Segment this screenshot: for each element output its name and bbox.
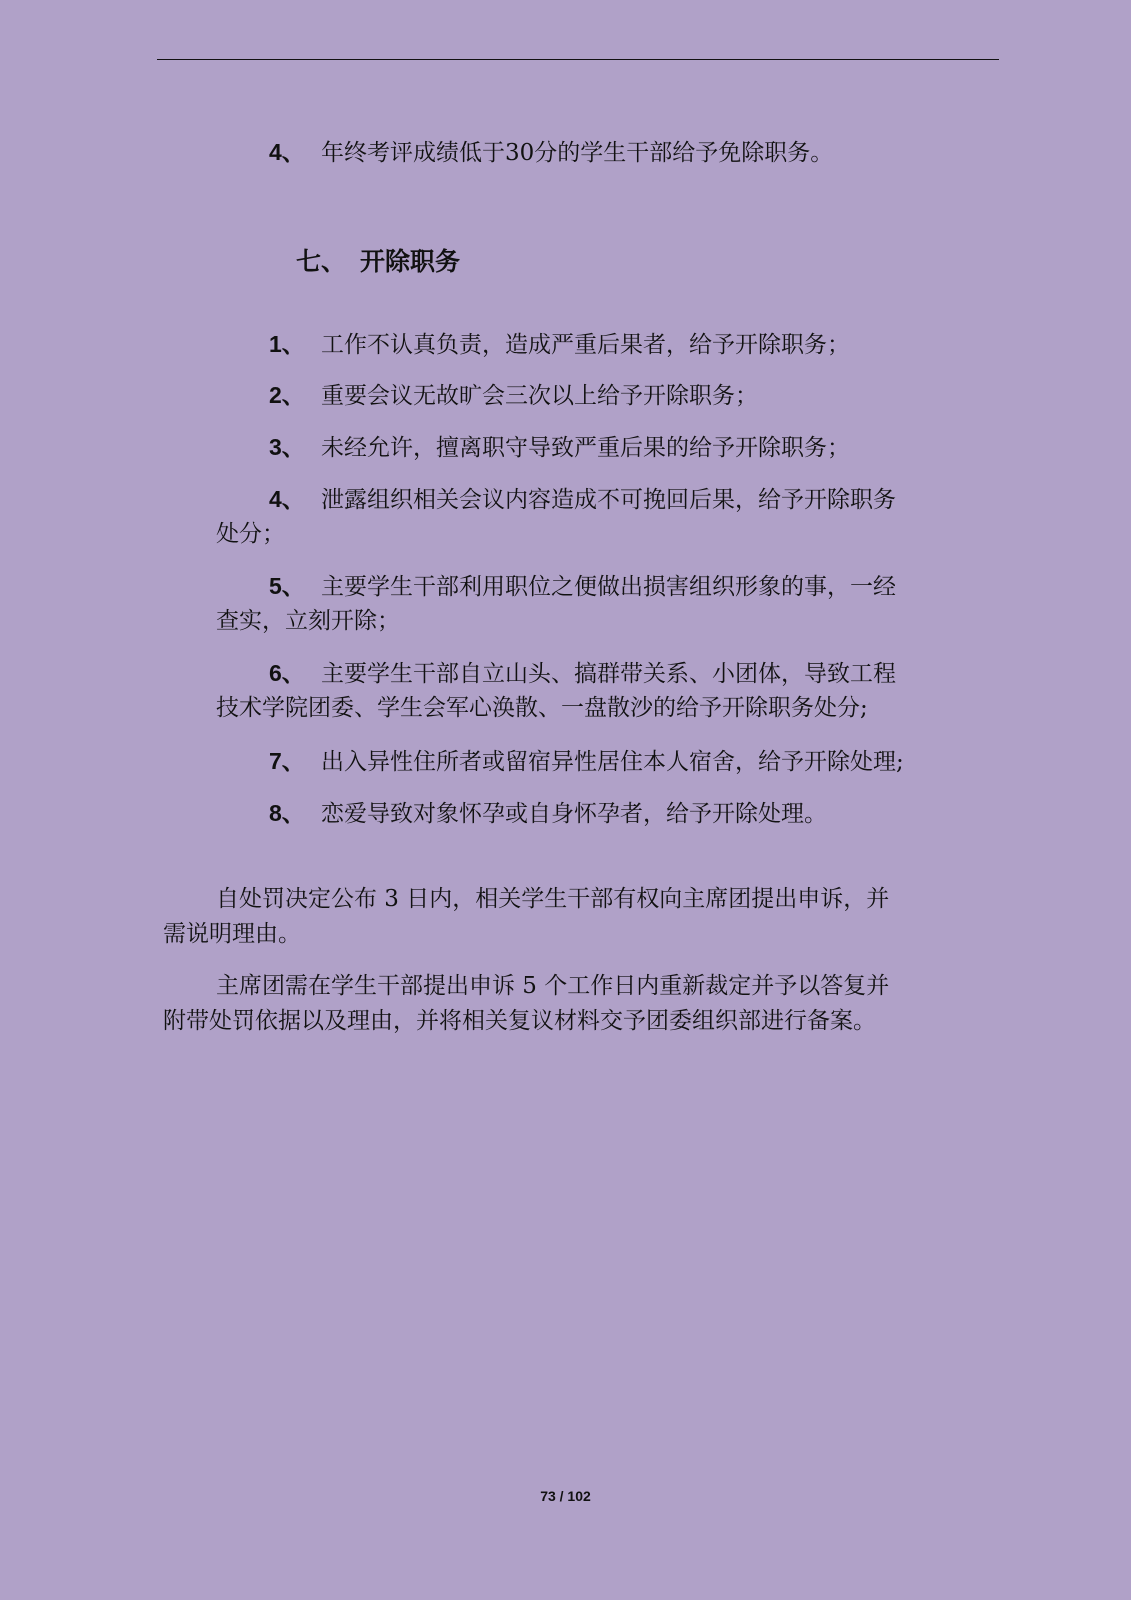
list-item bbox=[269, 796, 827, 832]
lead-item bbox=[269, 135, 833, 171]
list-item-continuation: 处分； bbox=[216, 521, 285, 547]
list-item-text: 未经允许，擅离职守导致严重后果的给予开除职务； bbox=[321, 435, 850, 461]
section-heading bbox=[296, 244, 460, 280]
list-item-number: 1、 bbox=[269, 331, 305, 357]
lead-item-text: 年终考评成绩低于30分的学生干部给予免除职务。 bbox=[321, 140, 834, 166]
section-number: 七、 bbox=[296, 247, 347, 276]
closing-paragraph-line: 自处罚决定公布 3 日内，相关学生干部有权向主席团提出申诉，并 bbox=[216, 886, 890, 912]
lead-item-number: 4、 bbox=[269, 139, 305, 165]
section-title: 开除职务 bbox=[360, 247, 461, 276]
list-item-number: 7、 bbox=[269, 748, 305, 774]
closing-paragraph-line: 需说明理由。 bbox=[163, 921, 301, 947]
list-item-number: 8、 bbox=[269, 800, 305, 826]
list-item bbox=[269, 430, 850, 466]
closing-paragraph-line: 主席团需在学生干部提出申诉 5 个工作日内重新裁定并予以答复并 bbox=[216, 973, 890, 999]
list-item bbox=[269, 744, 904, 780]
list-item-number: 3、 bbox=[269, 434, 305, 460]
closing-paragraph-line: 附带处罚依据以及理由，并将相关复议材料交予团委组织部进行备案。 bbox=[163, 1008, 876, 1034]
list-item bbox=[269, 482, 896, 518]
list-item bbox=[269, 327, 850, 363]
list-item-number: 2、 bbox=[269, 382, 305, 408]
header-rule bbox=[157, 59, 999, 60]
list-item-text: 出入异性住所者或留宿异性居住本人宿舍，给予开除处理; bbox=[321, 749, 904, 775]
list-item-text: 泄露组织相关会议内容造成不可挽回后果，给予开除职务 bbox=[321, 487, 896, 513]
list-item-number: 4、 bbox=[269, 486, 305, 512]
list-item-number: 6、 bbox=[269, 660, 305, 686]
list-item-text: 主要学生干部自立山头、搞群带关系、小团体，导致工程 bbox=[321, 661, 896, 687]
list-item-text: 工作不认真负责，造成严重后果者，给予开除职务； bbox=[321, 332, 850, 358]
list-item-number: 5、 bbox=[269, 573, 305, 599]
list-item-text: 主要学生干部利用职位之便做出损害组织形象的事，一经 bbox=[321, 574, 896, 600]
list-item bbox=[269, 569, 896, 605]
list-item-text: 重要会议无故旷会三次以上给予开除职务； bbox=[321, 383, 758, 409]
list-item-text: 恋爱导致对象怀孕或自身怀孕者，给予开除处理。 bbox=[321, 801, 827, 827]
list-item-continuation: 技术学院团委、学生会军心涣散、一盘散沙的给予开除职务处分; bbox=[216, 695, 868, 721]
list-item bbox=[269, 656, 896, 692]
page-number: 73 / 102 bbox=[540, 1488, 591, 1504]
list-item bbox=[269, 378, 758, 414]
list-item-continuation: 查实，立刻开除； bbox=[216, 608, 400, 634]
